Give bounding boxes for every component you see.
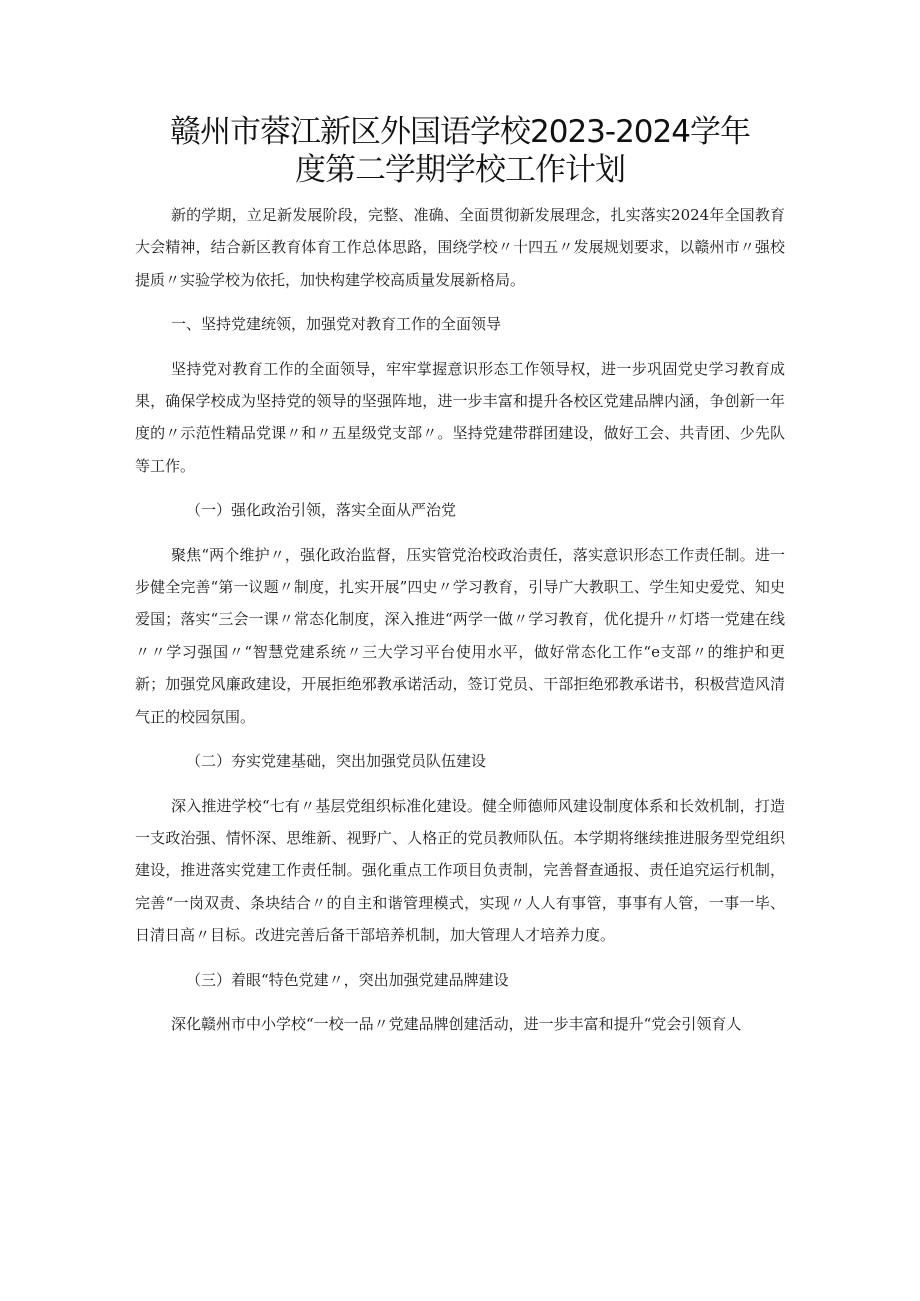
subsection-1-paragraph: 聚焦“两个维护〃，强化政治监督，压实管党治校政治责任，落实意识形态工作责任制。进一步健全完善“第一议题〃制度，扎实开展”四史〃学习教育，引导广大教职工、学生知史爱党、知史爱国；落实“三会一课〃常态化制度，深入推进“两学一做〃学习教育，优化提升〃灯塔一党建在线〃〃学习强国〃“智慧党建系统〃三大学习平台使用水平，做好常态化工作“e支部〃的维护和更新；加强党风廉政建设，开展拒绝邪教承诺活动，签订党员、干部拒绝邪教承诺书，积极营造风清气正的校园氛围。 [135, 545, 785, 726]
subsection-3-paragraph: 深化赣州市中小学校“一校一品〃党建品牌创建活动，进一步丰富和提升“党会引领育人 [171, 1014, 742, 1033]
document-title-line-1: 赣州市蓉江新区外国语学校2023-2024学年 [170, 114, 750, 150]
document-body [135, 199, 785, 1052]
section-1-paragraph: 坚持党对教育工作的全面领导，牢牢掌握意识形态工作领导权，进一步巩固党史学习教育成果，确保学校成为坚持党的领导的坚强阵地，进一步丰富和提升各校区党建品牌内涵，争创新一年度的〃示范性精品党课〃和〃五星级党支部〃。坚持党建带群团建设，做好工会、共青团、少先队等工作。 [135, 359, 785, 475]
document-title-line-2: 度第二学期学校工作计划 [295, 152, 625, 188]
intro-paragraph: 新的学期，立足新发展阶段，完整、准确、全面贯彻新发展理念，扎实落实2024年全国教育大会精神，结合新区教育体育工作总体思路，围绕学校〃十四五〃发展规划要求，以赣州市〃强校提质〃实验学校为依托，加快构建学校高质量发展新格局。 [135, 206, 785, 289]
section-1-heading: 一、坚持党建统领，加强党对教育工作的全面领导 [171, 315, 502, 334]
subsection-2-heading: （二）夯实党建基础，突出加强党员队伍建设 [186, 752, 487, 771]
subsection-3-heading: （三）着眼“特色党建〃，突出加强党建品牌建设 [186, 970, 509, 989]
subsection-2-paragraph: 深入推进学校“七有〃基层党组织标准化建设。健全师德师风建设制度体系和长效机制，打造一支政治强、情怀深、思维新、视野广、人格正的党员教师队伍。本学期将继续推进服务型党组织建设，推进落实党建工作责任制。强化重点工作项目负责制，完善督查通报、责任追究运行机制，完善“一岗双责、条块结合〃的自主和谐管理模式，实现〃人人有事管，事事有人管，一事一毕、日清日高〃目标。改进完善后备干部培养机制，加大管理人才培养力度。 [135, 796, 785, 945]
subsection-1-heading: （一）强化政治引领，落实全面从严治党 [186, 501, 457, 520]
